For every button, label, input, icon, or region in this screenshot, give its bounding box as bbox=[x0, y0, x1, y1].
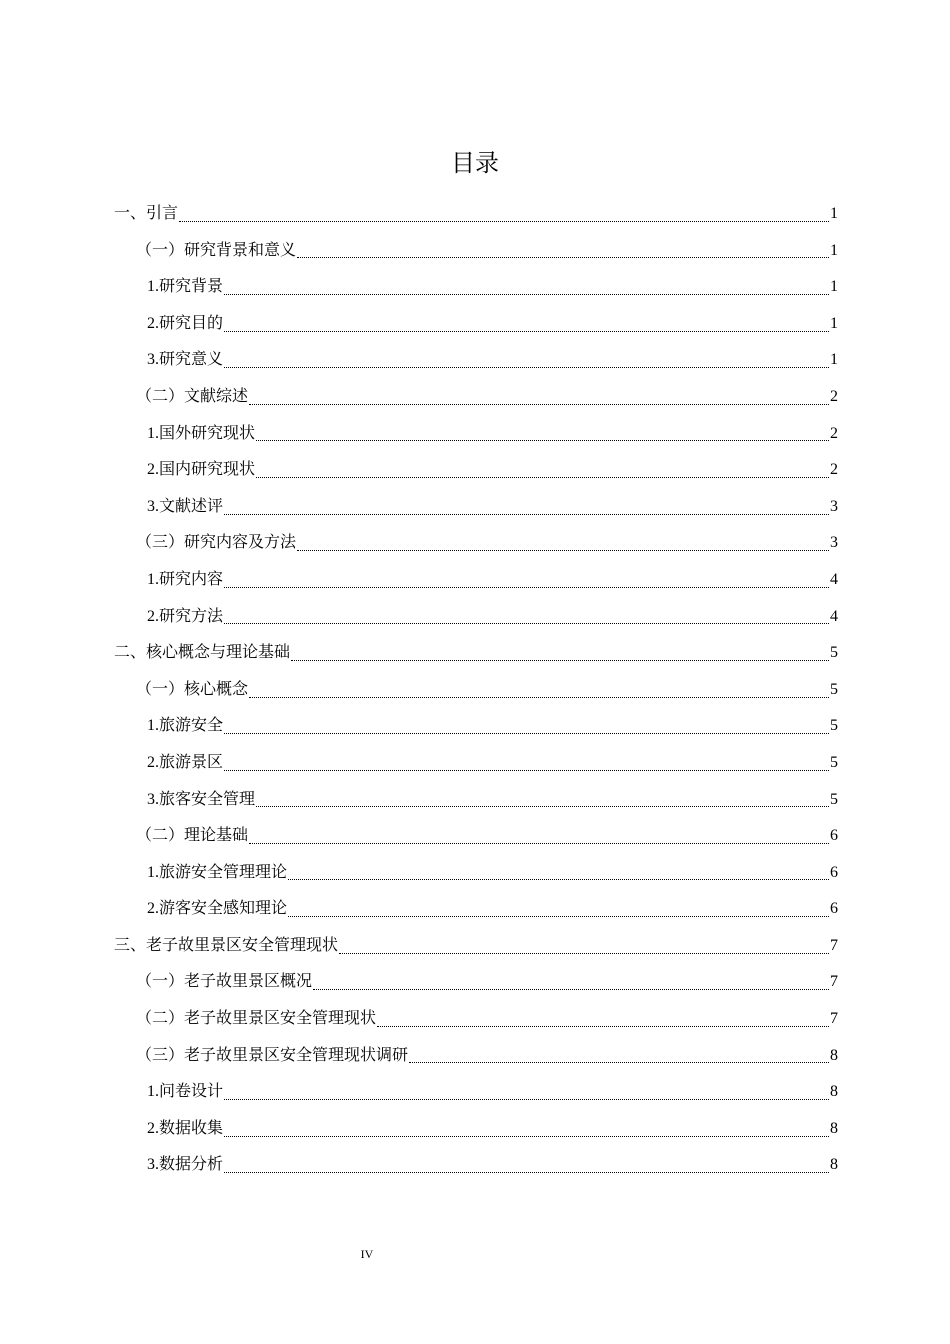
toc-entry-page-number: 3 bbox=[830, 497, 838, 515]
toc-entry-page-number: 8 bbox=[830, 1046, 838, 1064]
dot-leader bbox=[224, 331, 829, 332]
toc-entry[interactable] bbox=[114, 818, 838, 855]
toc-entry[interactable] bbox=[114, 342, 838, 379]
dot-leader bbox=[179, 221, 829, 222]
toc-entry-page-number: 5 bbox=[830, 680, 838, 698]
dot-leader bbox=[224, 1136, 829, 1137]
toc-entry-label: 1.研究背景 bbox=[147, 278, 224, 296]
toc-entry[interactable] bbox=[114, 672, 838, 709]
toc-entry-page-number: 6 bbox=[830, 863, 838, 881]
toc-entry-page-number: 2 bbox=[830, 387, 838, 405]
dot-leader bbox=[224, 587, 829, 588]
toc-entry-label: 1.国外研究现状 bbox=[147, 424, 256, 442]
toc-entry[interactable] bbox=[114, 635, 838, 672]
toc-entry-label: 3.文献述评 bbox=[147, 497, 224, 515]
toc-entry-label: （二）老子故里景区安全管理现状 bbox=[136, 1010, 377, 1028]
toc-entry-page-number: 7 bbox=[830, 973, 838, 991]
toc-entry[interactable] bbox=[114, 306, 838, 343]
toc-entry[interactable] bbox=[114, 891, 838, 928]
dot-leader bbox=[256, 806, 829, 807]
toc-entry-page-number: 4 bbox=[830, 570, 838, 588]
toc-entry[interactable] bbox=[114, 1001, 838, 1038]
toc-entry[interactable] bbox=[114, 196, 838, 233]
page-number: IV bbox=[360, 1247, 374, 1261]
dot-leader bbox=[224, 733, 829, 734]
toc-entry-page-number: 5 bbox=[830, 753, 838, 771]
toc-entry-page-number: 1 bbox=[830, 278, 838, 296]
dot-leader bbox=[291, 660, 829, 661]
toc-entry-label: 1.旅游安全 bbox=[147, 717, 224, 735]
toc-entry-page-number: 1 bbox=[830, 351, 838, 369]
toc-entry[interactable] bbox=[114, 1074, 838, 1111]
toc-entry-label: （二）文献综述 bbox=[136, 387, 249, 405]
toc-entry[interactable] bbox=[114, 452, 838, 489]
toc-entry-page-number: 7 bbox=[830, 936, 838, 954]
toc-title: 目录 bbox=[451, 149, 499, 177]
toc-entry-page-number: 6 bbox=[830, 900, 838, 918]
dot-leader bbox=[339, 953, 829, 954]
toc-entry-page-number: 2 bbox=[830, 461, 838, 479]
dot-leader bbox=[409, 1062, 829, 1063]
dot-leader bbox=[224, 1099, 829, 1100]
toc-entry-page-number: 1 bbox=[830, 314, 838, 332]
toc-entry[interactable] bbox=[114, 525, 838, 562]
dot-leader bbox=[224, 367, 829, 368]
dot-leader bbox=[224, 623, 829, 624]
toc-entry-label: 2.旅游景区 bbox=[147, 753, 224, 771]
toc-entry-page-number: 3 bbox=[830, 534, 838, 552]
toc-entry-page-number: 5 bbox=[830, 790, 838, 808]
toc-entry-label: （三）老子故里景区安全管理现状调研 bbox=[136, 1046, 409, 1064]
toc-entry[interactable] bbox=[114, 233, 838, 270]
toc-entry[interactable] bbox=[114, 599, 838, 636]
toc-entry-page-number: 5 bbox=[830, 644, 838, 662]
toc-entry-page-number: 2 bbox=[830, 424, 838, 442]
toc-entry[interactable] bbox=[114, 708, 838, 745]
toc-entry-page-number: 4 bbox=[830, 607, 838, 625]
toc-entry[interactable] bbox=[114, 562, 838, 599]
dot-leader bbox=[297, 550, 829, 551]
toc-entry-label: （一）研究背景和意义 bbox=[136, 241, 297, 259]
toc-entry[interactable] bbox=[114, 416, 838, 453]
toc-entry[interactable] bbox=[114, 782, 838, 819]
toc-entry-label: 3.旅客安全管理 bbox=[147, 790, 256, 808]
dot-leader bbox=[256, 440, 829, 441]
toc-entry-label: 2.游客安全感知理论 bbox=[147, 900, 288, 918]
table-of-contents bbox=[114, 196, 838, 1184]
toc-entry-label: 2.研究方法 bbox=[147, 607, 224, 625]
dot-leader bbox=[297, 257, 829, 258]
toc-entry-label: 1.研究内容 bbox=[147, 570, 224, 588]
toc-entry-label: 2.研究目的 bbox=[147, 314, 224, 332]
toc-entry[interactable] bbox=[114, 379, 838, 416]
toc-entry-label: （三）研究内容及方法 bbox=[136, 534, 297, 552]
toc-entry[interactable] bbox=[114, 1147, 838, 1184]
dot-leader bbox=[256, 477, 829, 478]
toc-entry[interactable] bbox=[114, 928, 838, 965]
toc-entry-page-number: 1 bbox=[830, 205, 838, 222]
toc-entry-page-number: 1 bbox=[830, 241, 838, 259]
toc-entry-label: 1.问卷设计 bbox=[147, 1083, 224, 1101]
dot-leader bbox=[224, 294, 829, 295]
toc-entry-label: 2.国内研究现状 bbox=[147, 461, 256, 479]
dot-leader bbox=[377, 1026, 829, 1027]
toc-entry[interactable] bbox=[114, 1111, 838, 1148]
toc-entry-page-number: 6 bbox=[830, 827, 838, 845]
toc-entry-label: 2.数据收集 bbox=[147, 1119, 224, 1137]
toc-entry[interactable] bbox=[114, 489, 838, 526]
toc-entry[interactable] bbox=[114, 1038, 838, 1075]
toc-entry[interactable] bbox=[114, 964, 838, 1001]
dot-leader bbox=[249, 404, 829, 405]
toc-entry-label: （一）核心概念 bbox=[136, 680, 249, 698]
toc-entry-label: （二）理论基础 bbox=[136, 827, 249, 845]
dot-leader bbox=[249, 843, 829, 844]
toc-entry[interactable] bbox=[114, 269, 838, 306]
dot-leader bbox=[224, 1172, 829, 1173]
toc-entry[interactable] bbox=[114, 745, 838, 782]
dot-leader bbox=[313, 989, 829, 990]
toc-entry-label: 3.研究意义 bbox=[147, 351, 224, 369]
toc-entry-label: （一）老子故里景区概况 bbox=[136, 973, 313, 991]
toc-entry-label: 3.数据分析 bbox=[147, 1156, 224, 1174]
dot-leader bbox=[288, 916, 829, 917]
toc-entry[interactable] bbox=[114, 855, 838, 892]
toc-entry-label: 三、老子故里景区安全管理现状 bbox=[114, 936, 339, 954]
toc-entry-page-number: 8 bbox=[830, 1119, 838, 1137]
toc-entry-label: 二、核心概念与理论基础 bbox=[114, 644, 291, 662]
toc-entry-page-number: 5 bbox=[830, 717, 838, 735]
dot-leader bbox=[224, 770, 829, 771]
toc-entry-label: 一、引言 bbox=[114, 205, 179, 222]
toc-entry-page-number: 7 bbox=[830, 1010, 838, 1028]
dot-leader bbox=[224, 514, 829, 515]
toc-entry-page-number: 8 bbox=[830, 1083, 838, 1101]
toc-entry-label: 1.旅游安全管理理论 bbox=[147, 863, 288, 881]
dot-leader bbox=[288, 879, 829, 880]
toc-entry-page-number: 8 bbox=[830, 1156, 838, 1174]
dot-leader bbox=[249, 697, 829, 698]
